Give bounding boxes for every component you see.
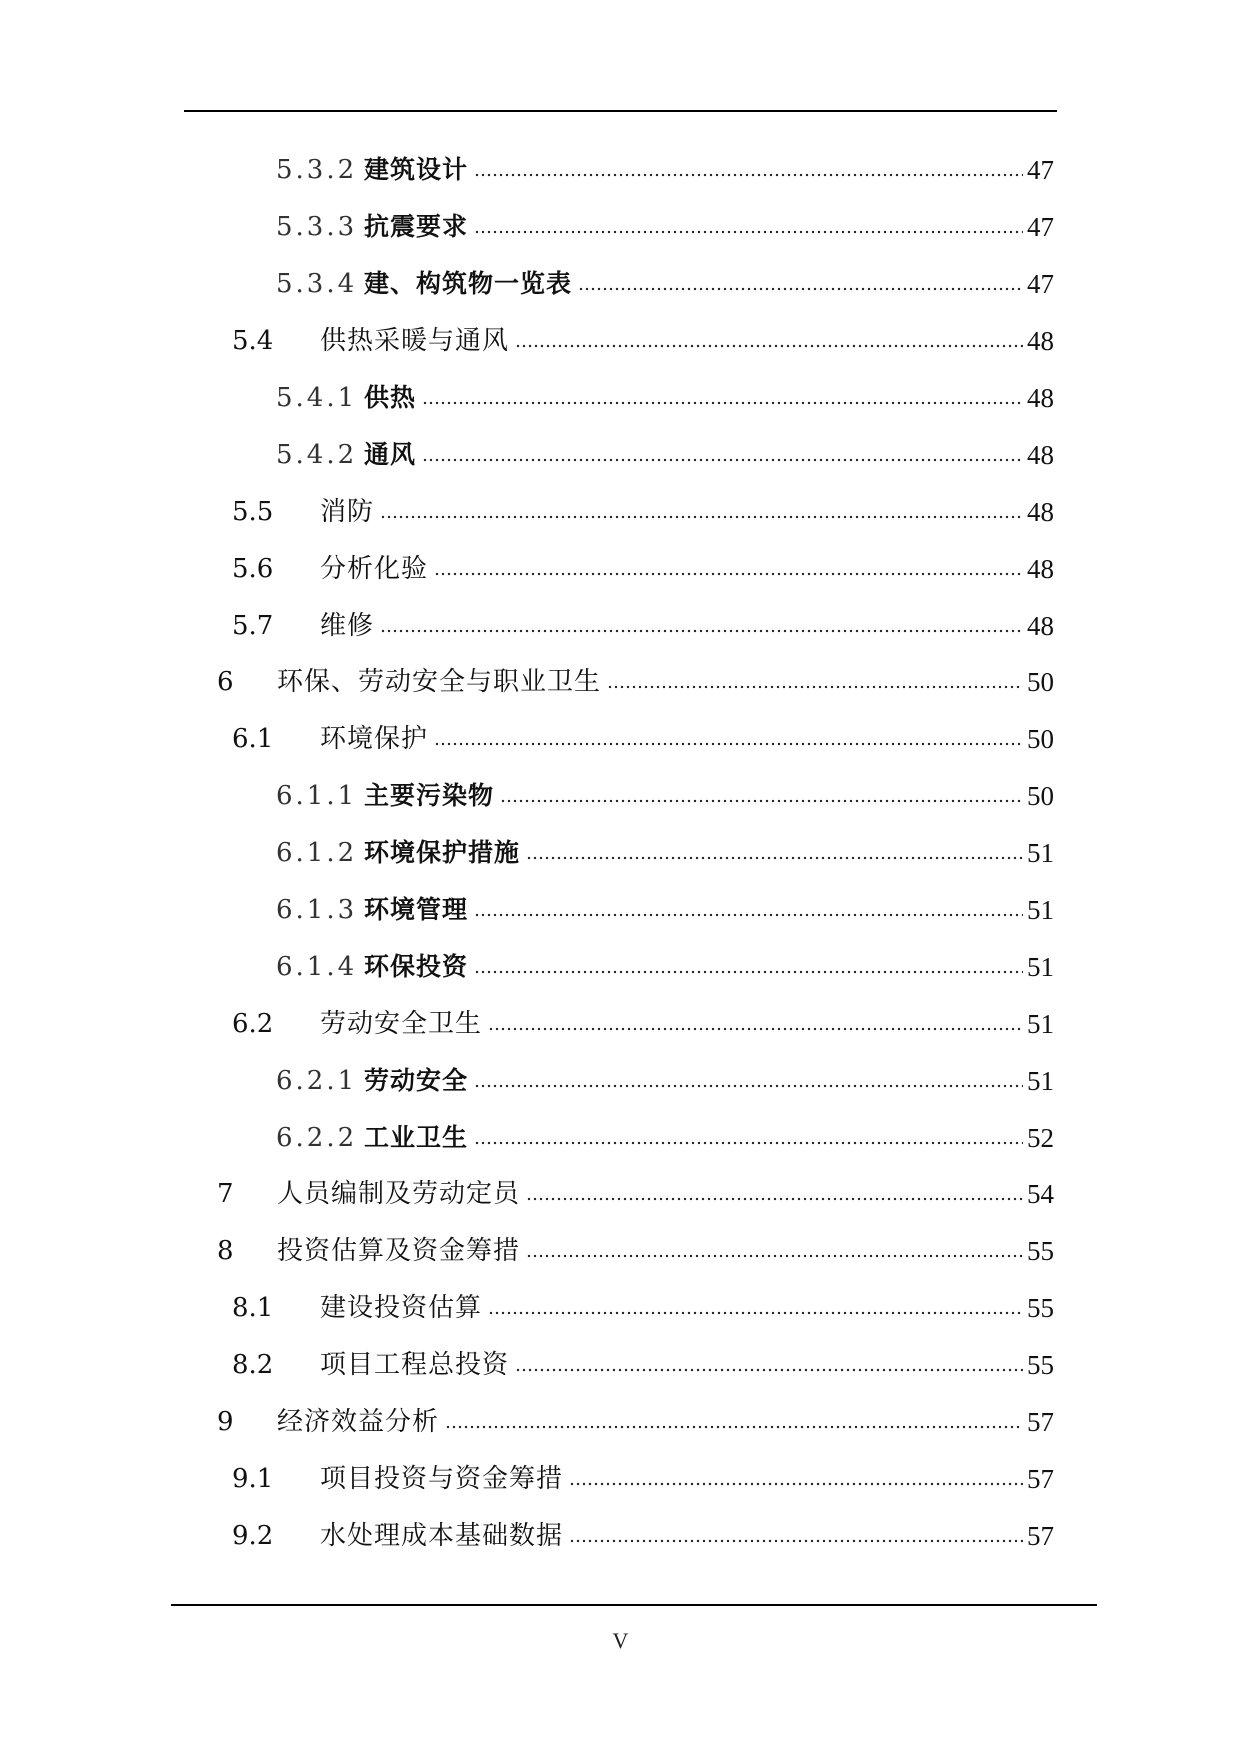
toc-entry-number: 5.7 (232, 610, 274, 641)
toc-entry-title: 环境管理 (364, 895, 469, 925)
toc-entry[interactable] (0, 654, 1241, 711)
toc-entry-title: 环保、劳动安全与职业卫生 (277, 667, 602, 698)
toc-entry-number: 8.2 (232, 1350, 274, 1381)
toc-entry-title: 消防 (320, 496, 375, 527)
toc-entry-page: 48 (1027, 496, 1054, 527)
toc-entry[interactable] (0, 1223, 1241, 1280)
toc-entry-page: 51 (1027, 951, 1054, 982)
toc-entry-title: 建设投资估算 (320, 1293, 483, 1324)
toc-entry-number: 5.3.3 (276, 212, 358, 243)
toc-entry-page: 51 (1027, 1008, 1054, 1039)
toc-entry-number: 9 (217, 1407, 234, 1438)
toc-entry-title: 经济效益分析 (277, 1407, 440, 1438)
toc-entry[interactable] (0, 483, 1241, 540)
toc-entry[interactable] (0, 1109, 1241, 1166)
footer-rule (171, 1604, 1097, 1606)
toc-entry-page: 55 (1027, 1350, 1054, 1381)
toc-entry[interactable] (0, 711, 1241, 768)
toc-entry-page: 52 (1027, 1122, 1054, 1153)
toc-entry-title: 主要污染物 (364, 781, 495, 811)
toc-dot-leader (607, 685, 1023, 689)
toc-entry[interactable] (0, 370, 1241, 427)
toc-dot-leader (515, 1368, 1023, 1372)
table-of-contents (0, 142, 1241, 1564)
toc-dot-leader (569, 1482, 1023, 1486)
toc-entry-number: 6.1.3 (276, 895, 358, 926)
toc-entry-number: 6.2.1 (276, 1065, 358, 1096)
toc-entry-page: 57 (1027, 1520, 1054, 1551)
toc-entry-title: 通风 (364, 439, 417, 469)
toc-dot-leader (474, 1084, 1023, 1088)
toc-entry-title: 人员编制及劳动定员 (277, 1179, 521, 1210)
toc-entry-page: 48 (1027, 383, 1054, 413)
toc-entry-page: 47 (1027, 155, 1054, 186)
toc-dot-leader (488, 1311, 1023, 1315)
toc-entry-number: 5.6 (232, 553, 274, 584)
toc-entry-title: 环境保护措施 (364, 838, 521, 868)
toc-entry[interactable] (0, 1394, 1241, 1451)
toc-dot-leader (488, 1027, 1023, 1031)
toc-entry[interactable] (0, 540, 1241, 597)
toc-entry-title: 环境保护 (320, 724, 429, 755)
toc-entry[interactable] (0, 256, 1241, 313)
toc-dot-leader (434, 572, 1023, 576)
toc-entry-number: 6.2 (232, 1008, 274, 1039)
toc-dot-leader (380, 629, 1023, 633)
toc-entry-title: 建、构筑物一览表 (364, 269, 573, 299)
toc-entry-page: 47 (1027, 269, 1054, 300)
header-rule (184, 110, 1057, 112)
toc-entry[interactable] (0, 1507, 1241, 1564)
toc-entry-number: 7 (217, 1179, 234, 1210)
toc-entry-page: 55 (1027, 1236, 1054, 1267)
toc-entry-title: 环保投资 (364, 951, 469, 981)
toc-dot-leader (474, 913, 1023, 917)
toc-dot-leader (526, 1197, 1023, 1201)
toc-entry-page: 51 (1027, 895, 1054, 926)
toc-entry-title: 维修 (320, 610, 375, 641)
toc-entry[interactable] (0, 938, 1241, 995)
toc-entry-number: 6.1 (232, 724, 274, 755)
toc-entry-title: 供热采暖与通风 (320, 326, 510, 357)
toc-dot-leader (434, 742, 1023, 746)
toc-entry[interactable] (0, 882, 1241, 939)
toc-entry[interactable] (0, 1337, 1241, 1394)
toc-dot-leader (500, 799, 1023, 803)
toc-entry-page: 50 (1027, 724, 1054, 755)
toc-entry-page: 50 (1027, 667, 1054, 698)
toc-entry-number: 8.1 (232, 1293, 274, 1324)
toc-entry[interactable] (0, 426, 1241, 483)
toc-entry-title: 分析化验 (320, 553, 429, 584)
toc-entry-number: 6.1.2 (276, 838, 358, 869)
toc-entry[interactable] (0, 768, 1241, 825)
toc-entry[interactable] (0, 825, 1241, 882)
toc-entry[interactable] (0, 597, 1241, 654)
toc-entry-page: 57 (1027, 1407, 1054, 1438)
toc-entry-title: 建筑设计 (364, 155, 469, 185)
toc-entry-page: 47 (1027, 212, 1054, 243)
toc-entry-title: 劳动安全卫生 (320, 1008, 483, 1039)
toc-entry-page: 55 (1027, 1293, 1054, 1324)
toc-entry-number: 6.2.2 (276, 1122, 358, 1153)
toc-dot-leader (474, 173, 1023, 177)
toc-entry[interactable] (0, 1280, 1241, 1337)
toc-entry-number: 5.4 (232, 326, 274, 357)
toc-entry-title: 供热 (364, 383, 417, 412)
toc-entry-title: 劳动安全 (364, 1065, 469, 1095)
toc-entry-title: 投资估算及资金筹措 (277, 1236, 521, 1267)
toc-entry-number: 8 (217, 1236, 234, 1267)
toc-entry-page: 50 (1027, 781, 1054, 812)
toc-dot-leader (578, 287, 1023, 291)
toc-entry-number: 9.2 (232, 1520, 274, 1551)
toc-dot-leader (422, 401, 1023, 405)
footer-page-number: V (612, 1628, 629, 1653)
toc-entry-number: 6.1.4 (276, 951, 358, 982)
toc-entry[interactable] (0, 1052, 1241, 1109)
toc-entry-number: 9.1 (232, 1463, 274, 1494)
toc-entry-number: 5.4.1 (276, 383, 358, 413)
toc-entry-title: 项目工程总投资 (320, 1350, 510, 1381)
toc-entry-page: 51 (1027, 1065, 1054, 1096)
toc-entry-number: 5.4.2 (276, 439, 358, 470)
toc-entry[interactable] (0, 313, 1241, 370)
toc-entry-number: 5.3.2 (276, 155, 358, 186)
toc-entry-title: 水处理成本基础数据 (320, 1520, 564, 1551)
toc-entry-number: 6 (217, 667, 234, 698)
toc-entry-title: 项目投资与资金筹措 (320, 1463, 564, 1494)
toc-entry-page: 48 (1027, 553, 1054, 584)
toc-entry[interactable] (0, 142, 1241, 199)
toc-dot-leader (526, 1254, 1023, 1258)
toc-entry[interactable] (0, 1450, 1241, 1507)
toc-entry-number: 6.1.1 (276, 781, 358, 812)
toc-dot-leader (526, 856, 1023, 860)
toc-dot-leader (474, 1141, 1023, 1145)
toc-entry-title: 工业卫生 (364, 1122, 469, 1152)
toc-entry-page: 48 (1027, 326, 1054, 357)
toc-entry-page: 48 (1027, 610, 1054, 641)
toc-entry-title: 抗震要求 (364, 212, 469, 242)
toc-entry-page: 51 (1027, 838, 1054, 869)
toc-entry[interactable] (0, 995, 1241, 1052)
toc-dot-leader (515, 344, 1023, 348)
toc-entry-page: 48 (1027, 439, 1054, 470)
toc-dot-leader (569, 1539, 1023, 1543)
toc-dot-leader (474, 230, 1023, 234)
toc-entry-number: 5.5 (232, 496, 274, 527)
toc-dot-leader (445, 1425, 1023, 1429)
toc-entry[interactable] (0, 199, 1241, 256)
toc-dot-leader (380, 515, 1023, 519)
toc-entry[interactable] (0, 1166, 1241, 1223)
toc-entry-page: 54 (1027, 1179, 1054, 1210)
toc-entry-number: 5.3.4 (276, 269, 358, 300)
toc-dot-leader (474, 970, 1023, 974)
toc-dot-leader (422, 458, 1023, 462)
toc-entry-page: 57 (1027, 1463, 1054, 1494)
